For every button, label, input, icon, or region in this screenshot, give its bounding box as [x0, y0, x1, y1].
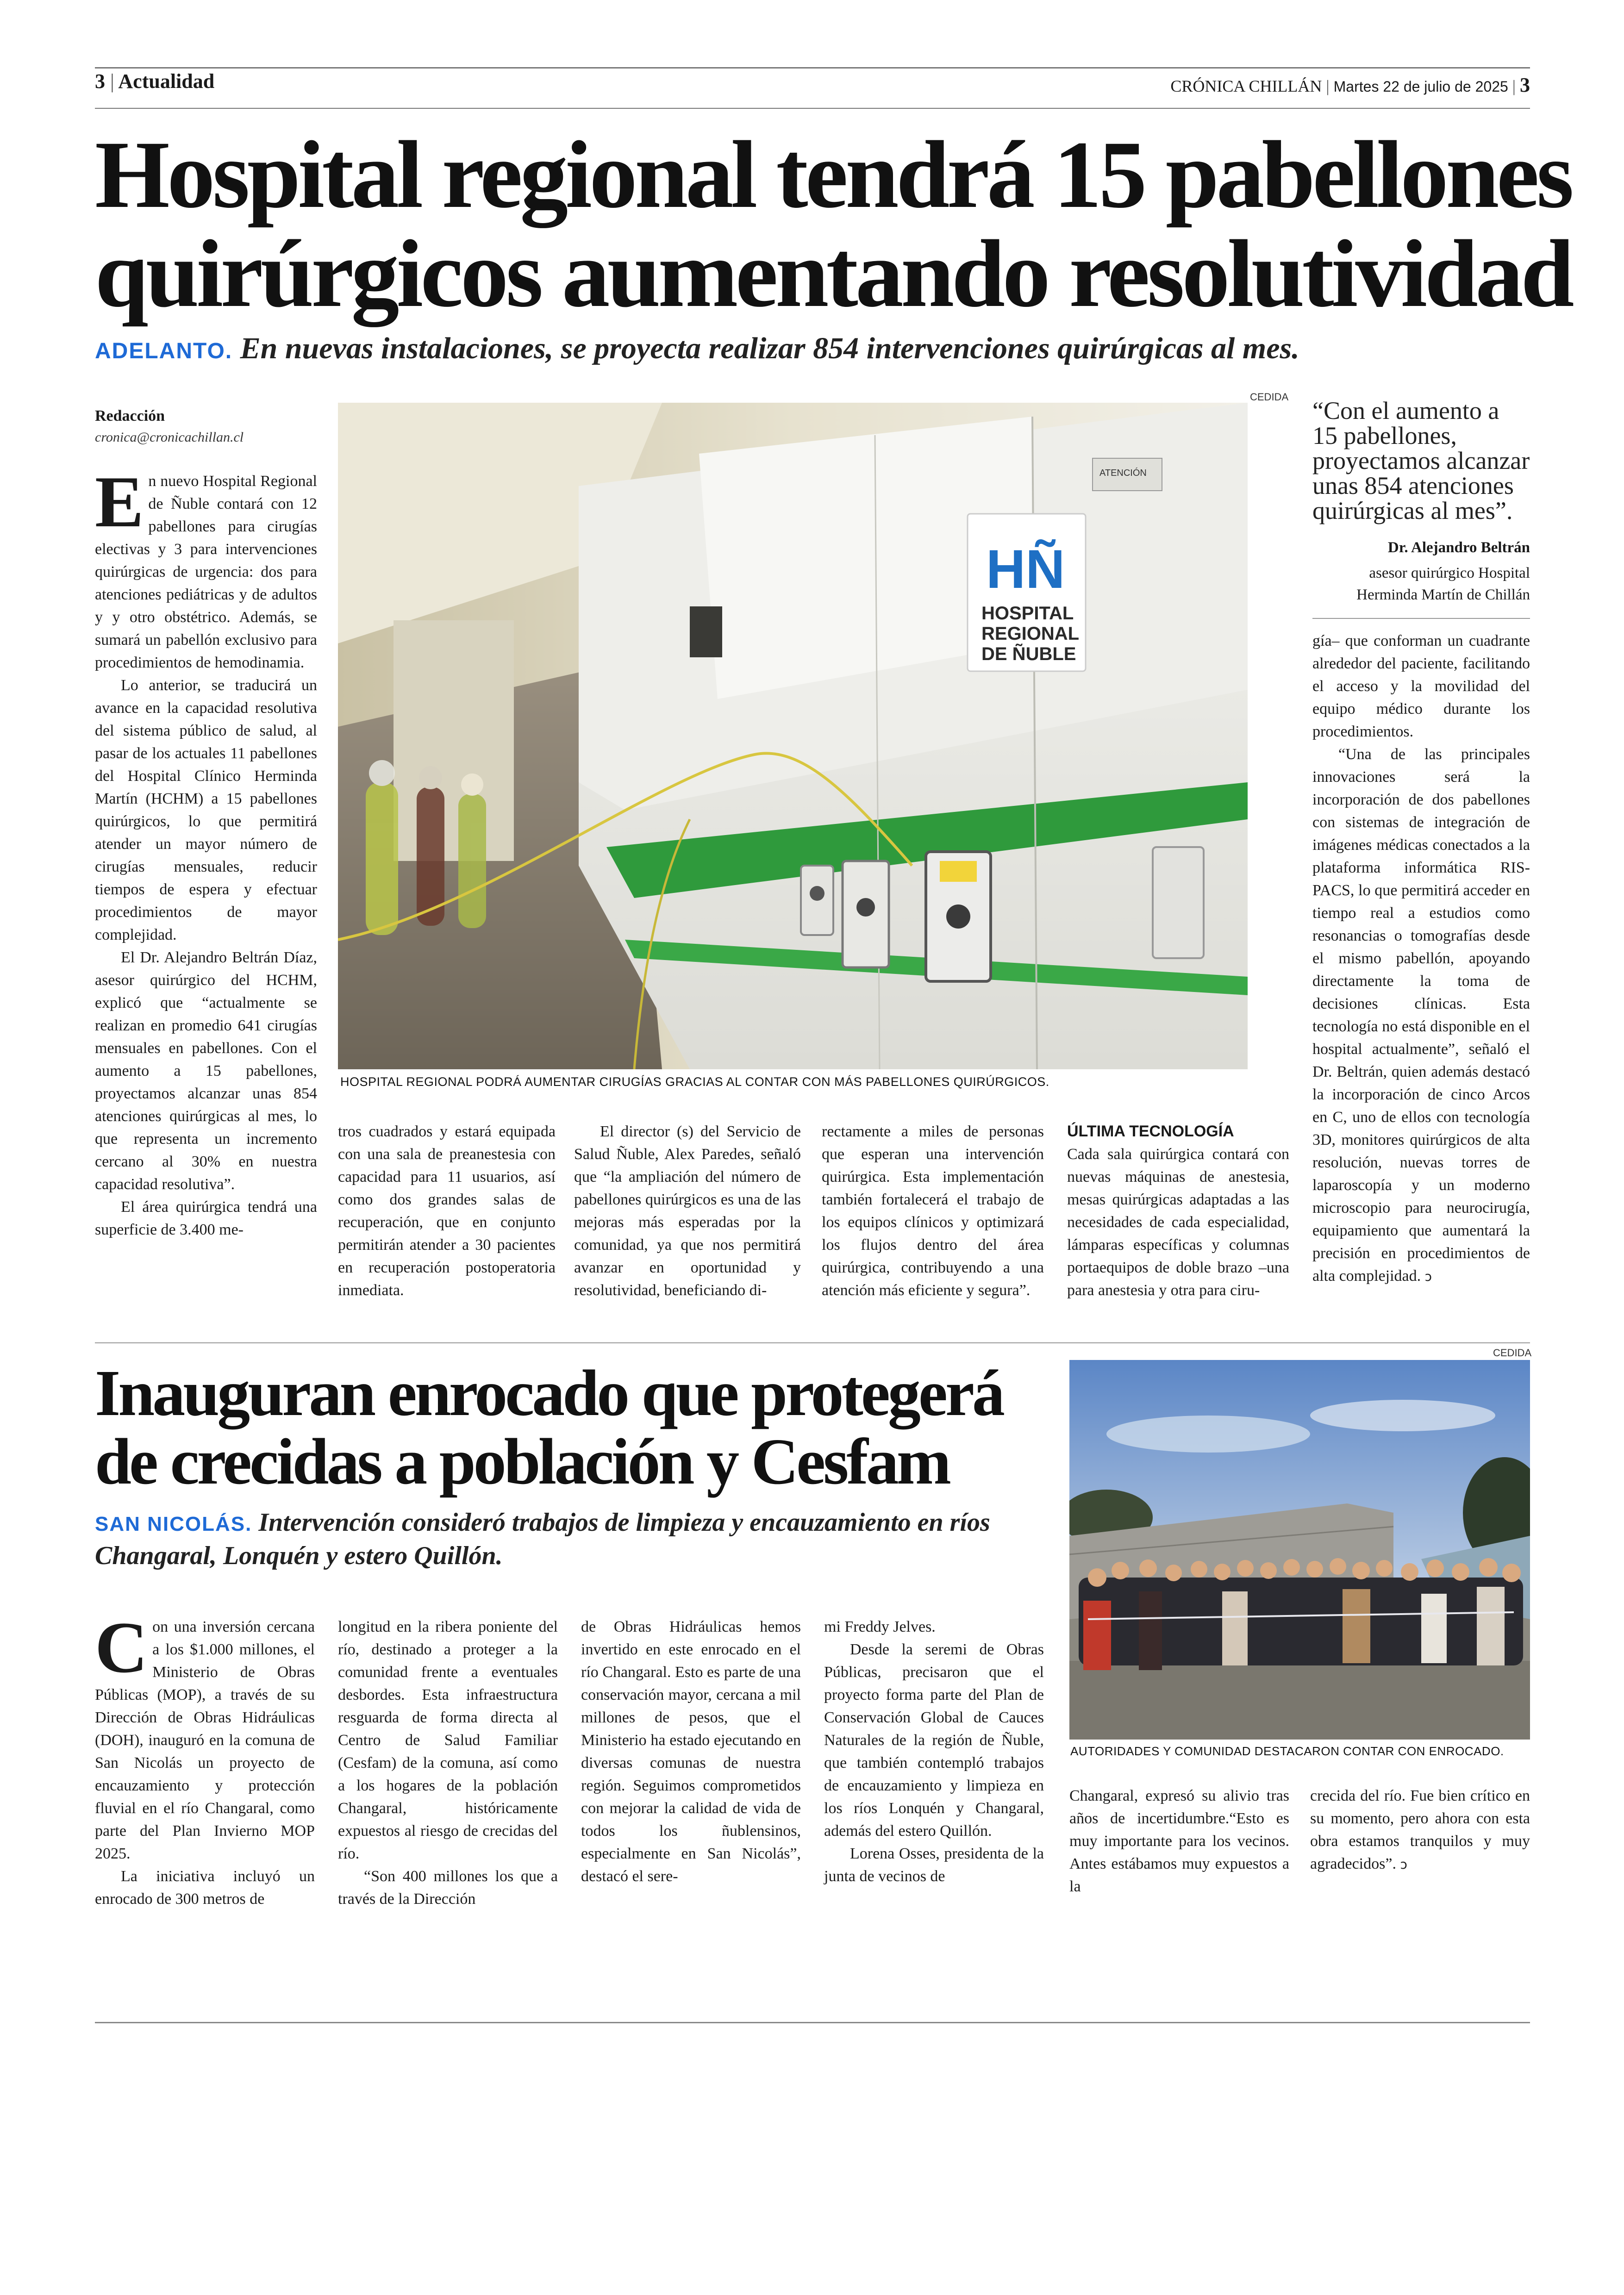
header-bottom-rule [95, 108, 1530, 109]
article2-kicker: SAN NICOLÁS. [95, 1513, 252, 1535]
article2-column-5 [1069, 1784, 1289, 1898]
page-folio-left: 3 | Actualidad [95, 70, 215, 93]
section-name: Actualidad [118, 70, 215, 93]
article1-column-5 [1067, 1120, 1289, 1302]
article2-column-4 [824, 1615, 1044, 1888]
hospital-sign [968, 514, 1086, 671]
article1-column-6 [1312, 630, 1530, 1288]
article2-headline [95, 1356, 1003, 1498]
publication-date: Martes 22 de julio de 2025 [1333, 78, 1508, 95]
article1-col1-p4: El área quirúrgica tendrá una superficie de 3.400 me- [95, 1198, 317, 1238]
article2-photo-credit: CEDIDA [1493, 1347, 1532, 1359]
article1-photo [338, 403, 1248, 1069]
article1-quote-role-line2: Herminda Martín de Chillán [1356, 586, 1530, 603]
article1-column-1 [95, 461, 317, 1241]
article2-col1-p1: on una inversión cercana a los $1.000 millones, el Ministerio de Obras Públicas (MOP), a través de su Dirección de Obras Hidráulicas (DOH), inauguró en la comuna de San Nicolás un proyecto de encauzamiento y protección fluvial en el río Changaral, como parte del Plan Invierno MOP 2025. [95, 1618, 315, 1862]
inauguration-crowd-image [1069, 1360, 1530, 1740]
article1-headline-line1: Hospital regional tendrá 15 pabellones [95, 121, 1571, 228]
page-folio-right: CRÓNICA CHILLÁN | Martes 22 de julio de 2025 | 3 [1170, 74, 1530, 96]
article2-col4-p2: Desde la seremi de Obras Públicas, precisaron que el proyecto forma parte del Plan de Conservación Global de Cauces Naturales de la región de Ñuble, que también contempló trabajos de encauzamiento y limpieza en los ríos Lonquén y Changaral, además del estero Quillón. [824, 1641, 1044, 1840]
article-separator [95, 1342, 1530, 1343]
article1-quote-name: Dr. Alejandro Beltrán [1387, 539, 1530, 556]
article1-pull-quote: “Con el aumento a 15 pabellones, proyectamos alcanzar unas 854 atenciones quirúrgicas al mes”. [1312, 397, 1530, 524]
article1-headline [95, 121, 1572, 327]
warning-label: ATENCIÓN [1099, 468, 1147, 478]
article1-quote-role [1312, 562, 1530, 606]
hospital-logo-letters: HÑ [986, 539, 1065, 600]
article1-quote-role-line1: asesor quirúrgico Hospital [1369, 565, 1530, 581]
article1-subhead: ÚLTIMA TECNOLOGÍA [1067, 1123, 1234, 1140]
article1-col4-p1: rectamente a miles de personas que esperan una intervención quirúrgica. Esta implementación también fortalecerá el trabajo de los equipos clínicos y optimizará los flujos dentro del área quirúrgica, contribuyendo a una atención más eficiente y segura”. [822, 1123, 1044, 1299]
article2-photo-caption: AUTORIDADES Y COMUNIDAD DESTACARON CONTAR CON ENROCADO. [1070, 1744, 1504, 1758]
article1-col2-p1: tros cuadrados y estará equipada con una sala de preanestesia con capacidad para 11 usuarios, así como dos grandes salas de recuperación, que en conjunto permitirán atender a 30 pacientes en recuperación postoperatoria inmediata. [338, 1123, 556, 1299]
article2-col1-p2: La iniciativa incluyó un enrocado de 300 metros de [95, 1868, 315, 1908]
article2-col2-p1: longitud en la ribera poniente del río, destinado a proteger a la comunidad frente a eventuales desbordes. Esta infraestructura resguarda de forma directa al Centro de Salud Familiar (Cesfam) de la comuna, así como a los hogares de la población Changaral, históricamente expuestos al riesgo de crecidas del río. [338, 1618, 558, 1862]
article2-photo [1069, 1360, 1530, 1740]
hospital-sign-line1: HOSPITAL [981, 603, 1074, 624]
article2-col6-p1: crecida del río. Fue bien crítico en su momento, pero ahora con esta obra estamos tranquilos y muy agradecidos”. [1310, 1787, 1530, 1872]
article1-col6-p2: “Una de las principales innovaciones será la incorporación de dos pabellones con sistemas de integración de imágenes médicas conectados a la plataforma informática RIS-PACS, lo que permitirá acceder en tiempo real a estudios como resonancias o tomografías desde el mismo pabellón, apoyando directamente la toma de decisiones clínicas. Esta tecnología no está disponible en el hospital actualmente”, señaló el Dr. Beltrán, quien además destacó la incorporación de cinco Arcos en C, uno de ellos con tecnología 3D, monitores quirúrgicos de alta resolución, nuevas torres de laparoscopía y un moderno microscopio para neurocirugía, equipamiento que aumentará la precisión en procedimientos de alta complejidad. [1312, 746, 1530, 1285]
article1-kicker: ADELANTO. [95, 339, 233, 363]
article1-byline: Redacción [95, 407, 165, 424]
article1-col6-p1: gía– que conforman un cuadrante alrededor del paciente, facilitando el acceso y la movilidad del equipo médico durante los procedimientos. [1312, 632, 1530, 740]
article1-col1-p3: El Dr. Alejandro Beltrán Díaz, asesor quirúrgico del HCHM, explicó que “actualmente se realizan en promedio 641 cirugías mensuales en pabellones. Con el aumento a 15 pabellones, proyectamos alcanzar unas 854 atenciones quirúrgicas al mes, lo que representa un incremento cercano al 30% en nuestra capacidad resolutiva”. [95, 949, 317, 1193]
publication-name: CRÓNICA CHILLÁN [1170, 77, 1322, 95]
article2-col3-p1: de Obras Hidráulicas hemos invertido en este enrocado en el río Changaral. Esto es parte de una conservación mayor, cercana a mil millones de pesos, que el Ministerio ha estado ejecutando en diversas comunas de nuestra región. Seguimos comprometidos con mejorar la calidad de vida de todos los ñublensinos, especialmente en San Nicolás”, destacó el sere- [581, 1618, 801, 1885]
article1-column-2 [338, 1120, 556, 1302]
article1-col5-p1: Cada sala quirúrgica contará con nuevas máquinas de anestesia, mesas quirúrgicas adaptadas a las necesidades de cada especialidad, lámparas específicas y columnas portaequipos de doble brazo –una para anestesia y otra para ciru- [1067, 1146, 1289, 1299]
article1-column-3 [574, 1120, 801, 1302]
article1-photo-caption: HOSPITAL REGIONAL PODRÁ AUMENTAR CIRUGÍAS GRACIAS AL CONTAR CON MÁS PABELLONES QUIRÚRGICOS. [340, 1075, 1049, 1089]
article1-photo-credit: CEDIDA [1250, 391, 1289, 403]
header-top-rule [95, 67, 1530, 69]
page-number-right: 3 [1520, 74, 1530, 96]
article2-column-6 [1310, 1784, 1530, 1876]
article2-column-2 [338, 1615, 558, 1910]
article1-email: cronica@cronicachillan.cl [95, 430, 244, 445]
article2-column-3 [581, 1615, 801, 1888]
pull-quote-divider [1312, 618, 1530, 619]
hospital-corridor-image [338, 403, 1248, 1069]
article2-col5-p1: Changaral, expresó su alivio tras años de incertidumbre.“Esto es muy importante para los vecinos. Antes estábamos muy expuestos a la [1069, 1787, 1289, 1895]
article2-end-mark: ↄ [1400, 1857, 1407, 1872]
article2-dropcap: C [95, 1607, 148, 1688]
page-bottom-rule [95, 2022, 1530, 2023]
article1-deck-text: En nuevas instalaciones, se proyecta realizar 854 intervenciones quirúrgicas al mes. [240, 331, 1299, 365]
article1-column-4 [822, 1120, 1044, 1302]
article2-headline-line1: Inauguran enrocado que protegerá [95, 1356, 1003, 1429]
hospital-sign-line3: DE ÑUBLE [981, 644, 1076, 664]
article1-end-mark: ↄ [1424, 1269, 1432, 1284]
article2-col4-p1: mi Freddy Jelves. [824, 1618, 936, 1635]
article2-column-1 [95, 1607, 315, 1910]
article2-deck [95, 1507, 1049, 1572]
article1-dropcap: E [95, 461, 144, 543]
article2-deck-text: Intervención consideró trabajos de limpieza y encauzamiento en ríos Changaral, Lonquén y estero Quillón. [95, 1508, 990, 1570]
article2-col2-p2: “Son 400 millones los que a través de la Dirección [338, 1868, 558, 1908]
article1-deck [95, 331, 1299, 366]
workers-blur [366, 760, 486, 935]
article1-col1-p1: n nuevo Hospital Regional de Ñuble contará con 12 pabellones para cirugías electivas y 3 para intervenciones quirúrgicas de urgencia: dos para atenciones pediátricas y de adultos y y otro obstétrico. Además, se sumará un pabellón exclusivo para procedimientos de hemodinamia. [95, 473, 317, 671]
article2-col4-p3: Lorena Osses, presidenta de la junta de vecinos de [824, 1845, 1044, 1885]
hospital-sign-line2: REGIONAL [981, 624, 1080, 644]
article1-col3-p1: El director (s) del Servicio de Salud Ñuble, Alex Paredes, señaló que “la ampliación del número de pabellones quirúrgicos es una de las mejoras más esperadas por la comunidad, ya que nos permitirá avanzar en oportunidad y resolutividad, beneficiando di- [574, 1123, 801, 1299]
article2-headline-line2: de crecidas a población y Cesfam [95, 1425, 949, 1498]
page-number-left: 3 [95, 70, 105, 93]
article1-col1-p2: Lo anterior, se traducirá un avance en la capacidad resolutiva del sistema público de salud, al pasar de los actuales 11 pabellones del Hospital Clínico Herminda Martín (HCHM) a 15 pabellones quirúrgicos, lo que permitirá atender un mayor número de cirugías mensuales, reducir tiempos de espera y efectuar procedimientos de mayor complejidad. [95, 677, 317, 943]
article1-headline-line2: quirúrgicos aumentando resolutividad [95, 220, 1572, 327]
